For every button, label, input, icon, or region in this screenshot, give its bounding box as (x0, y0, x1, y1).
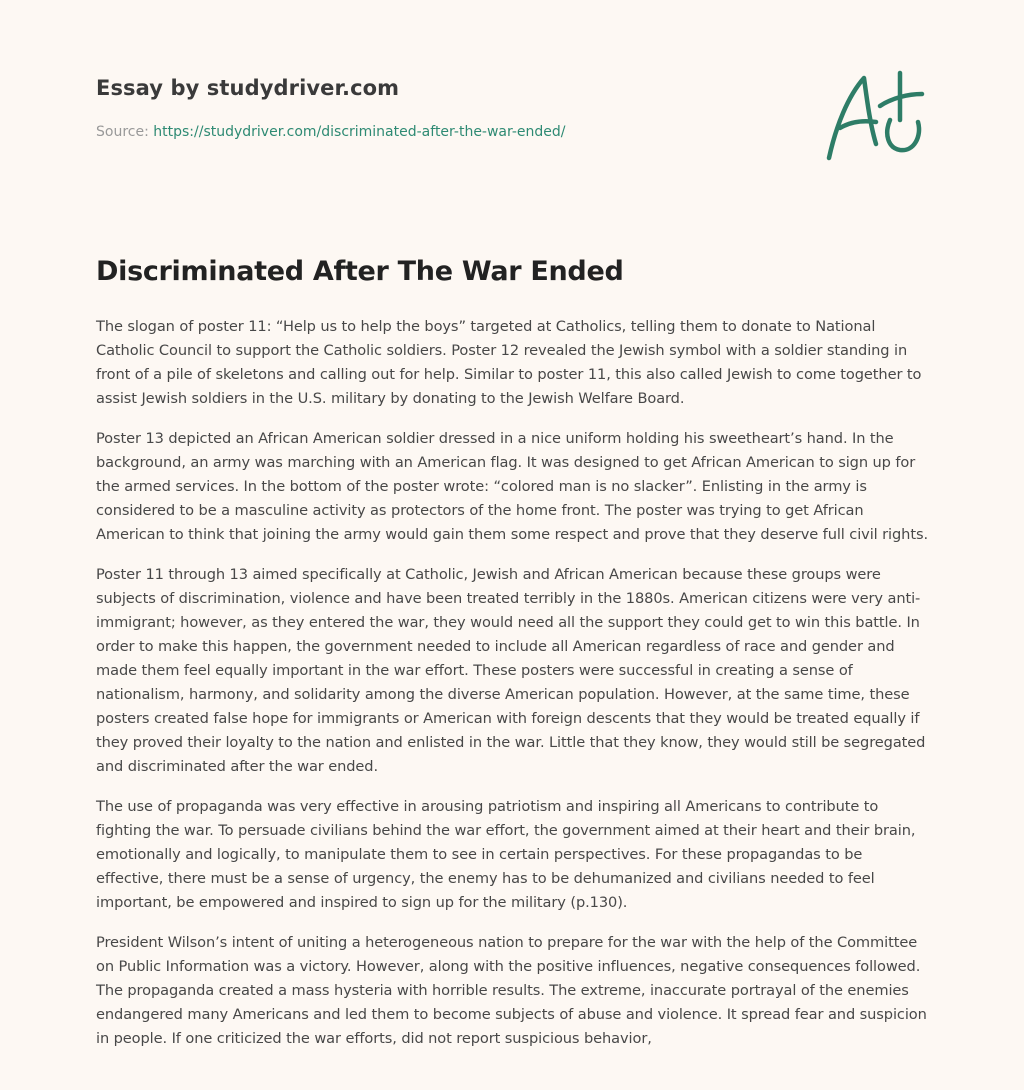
essay-title: Discriminated After The War Ended (96, 256, 624, 287)
essay-paragraph: Poster 11 through 13 aimed specifically at Catholic, Jewish and African American because these groups were subjects of discrimination, violence and have been treated terribly in the 1880s. American citizens were very anti-immigrant; however, as they entered the war, they would need all the support they could get to win this battle. In order to make this happen, the government needed to include all American regardless of race and gender and made them feel equally important in the war effort. These posters were successful in creating a sense of nationalism, harmony, and solidarity among the diverse American population. However, at the same time, these posters created false hope for immigrants or American with foreign descents that they would be treated equally if they proved their loyalty to the nation and enlisted in the war. Little that they know, they would still be segregated and discriminated after the war ended. (96, 566, 926, 775)
essay-paragraph: President Wilson’s intent of uniting a heterogeneous nation to prepare for the war with the help of the Committee on Public Information was a victory. However, along with the positive influences, negative consequences followed. The propaganda created a mass hysteria with horrible results. The extreme, inaccurate portrayal of the enemies endangered many Americans and led them to become subjects of abuse and violence. It spread fear and suspicion in people. If one criticized the war efforts, did not report suspicious behavior, (96, 934, 927, 1047)
essay-header (96, 76, 796, 140)
essay-body (96, 256, 932, 1067)
source-label: Source: (96, 124, 154, 140)
essay-paragraph: Poster 13 depicted an African American soldier dressed in a nice uniform holding his sweetheart’s hand. In the background, an army was marching with an American flag. It was designed to get African American to sign up for the armed services. In the bottom of the poster wrote: “colored man is no slacker”. Enlisting in the army is considered to be a masculine activity as protectors of the home front. The poster was trying to get African American to think that joining the army would gain them some respect and prove that they deserve full civil rights. (96, 430, 928, 543)
site-title: Essay by studydriver.com (96, 76, 400, 100)
a-plus-logo-icon (820, 66, 930, 166)
essay-paragraph: The use of propaganda was very effective in arousing patriotism and inspiring all Americans to contribute to fighting the war. To persuade civilians behind the war effort, the government aimed at their heart and their brain, emotionally and logically, to manipulate them to see in certain perspectives. For these propagandas to be effective, there must be a sense of urgency, the enemy has to be dehumanized and civilians needed to feel important, be empowered and inspired to sign up for the military (p.130). (96, 798, 916, 911)
essay-paragraph: The slogan of poster 11: “Help us to help the boys” targeted at Catholics, telling them to donate to National Catholic Council to support the Catholic soldiers. Poster 12 revealed the Jewish symbol with a soldier standing in front of a pile of skeletons and calling out for help. Similar to poster 11, this also called Jewish to come together to assist Jewish soldiers in the U.S. military by donating to the Jewish Welfare Board. (96, 318, 922, 407)
source-line (96, 124, 796, 140)
source-link[interactable]: https://studydriver.com/discriminated-after-the-war-ended/ (153, 124, 566, 140)
